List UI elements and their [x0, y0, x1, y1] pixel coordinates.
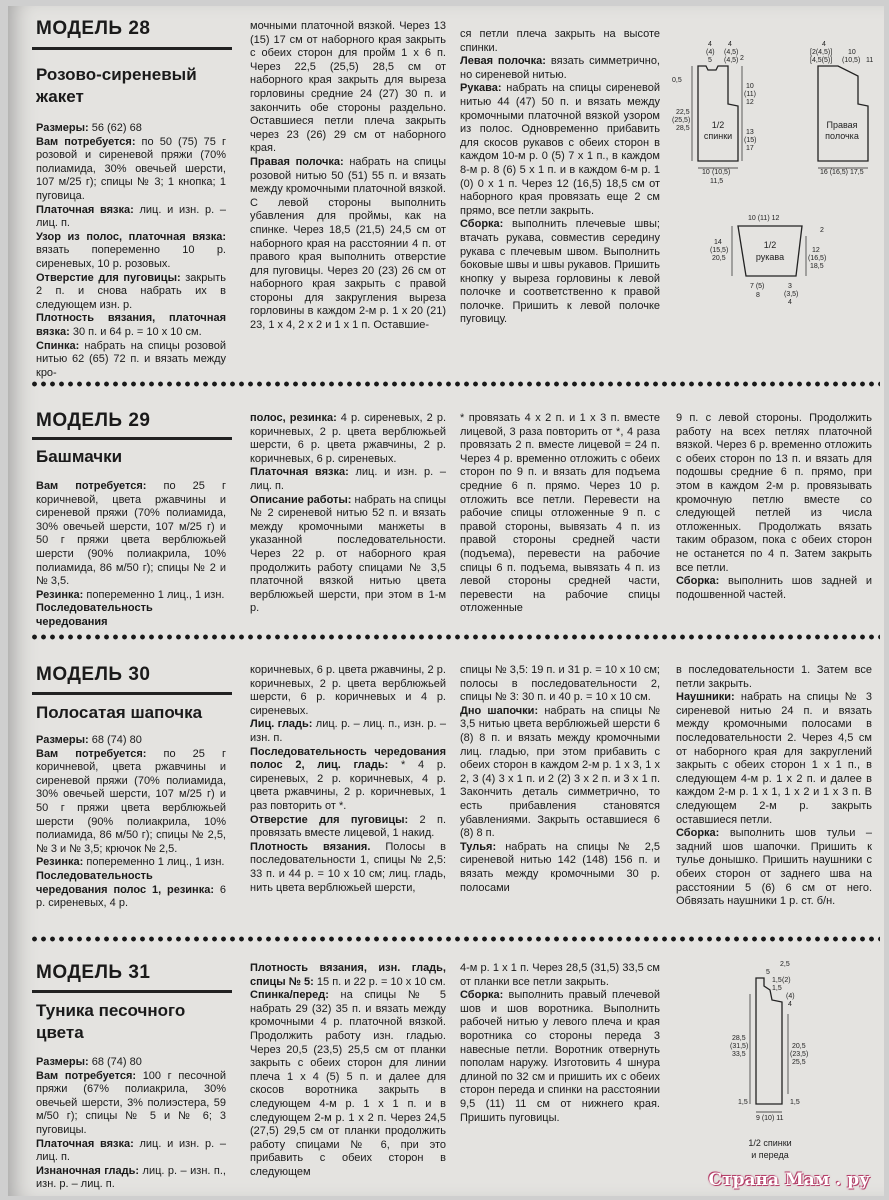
instruction-paragraph — [36, 602, 226, 629]
heading-rule — [32, 990, 232, 993]
dim-label: 12 — [746, 99, 754, 106]
text-column-1 — [36, 734, 226, 911]
dim-label: 11 — [866, 57, 874, 64]
paragraph-label: Спинка/перед: — [250, 989, 329, 1002]
paragraph-label: Размеры: — [36, 734, 89, 746]
dim-label: 1,5 — [772, 977, 782, 984]
paragraph-text: выполнить шов тульи – задний шов шапочки. Пришить к тулье донышко. Пришить наушники с обеих сторон от заднего шва на расстоянии 5 (6) 6 см от него. Обвязать наушники 1 р. ст. б/н. — [676, 827, 872, 908]
paragraph-text: * провязать 4 х 2 п. и 1 х 3 п. вместе лицевой, 3 раза повторить от *, 4 раза провязать 2 п. вместе лицевой = 24 п. Через 4 р. временно отложить с обеих сторон по 9 п. и вязать для подъема средние 6 п. прямо. Через 10 р. отложить все петли. Перевести на рабочие спицы отложенные 9 п. с правой стороны, вывязать 4 п. из правой стороны средней части (подъема), перевести на рабочие спицы 6 п. подъема, вывязать 4 п. из левой стороны средней части, перевести на рабочие спицы отложенные — [460, 412, 660, 615]
piece-label: рукава — [755, 252, 785, 262]
text-column-1 — [36, 480, 226, 630]
paragraph-text: лиц. и изн. р. – лиц. п. — [36, 1137, 226, 1164]
instruction-paragraph — [250, 156, 446, 333]
paragraph-label: Платочная вязка: — [250, 466, 349, 479]
text-column-3 — [460, 962, 660, 1125]
text-column-4 — [676, 664, 872, 909]
instruction-paragraph — [460, 28, 660, 55]
paragraph-label: Отверстие для пуговицы: — [36, 271, 181, 284]
paragraph-text: 68 (74) 80 — [88, 1056, 142, 1068]
dim-label: 12 — [812, 247, 820, 254]
dim-label: 11,5 — [710, 178, 724, 185]
instruction-paragraph — [36, 136, 226, 204]
paragraph-text: лиц. р. – изн. п., изн. р. – лиц. п. — [36, 1164, 226, 1191]
front-outline — [818, 66, 868, 161]
paragraph-label: Описание работы: — [250, 493, 352, 506]
sleeve-outline — [738, 226, 802, 276]
instruction-paragraph — [676, 691, 872, 827]
dim-label: 28,5 — [676, 125, 690, 132]
pattern-diagram-tunic — [708, 954, 838, 1169]
dim-label: 8 — [756, 292, 760, 299]
paragraph-label: Платочная вязка: — [36, 1137, 134, 1150]
instruction-paragraph — [250, 20, 446, 156]
paragraph-label: Последовательность чередования полос 2, лиц. гладь: — [250, 745, 446, 772]
dim-label: (31,5) — [730, 1043, 749, 1050]
section-divider — [30, 381, 880, 387]
model-31-section — [8, 948, 884, 1198]
dim-label: (25,5) — [672, 117, 691, 124]
dim-label: (10,5) — [842, 57, 861, 64]
instruction-paragraph — [36, 272, 226, 313]
dim-label: (4,5) — [724, 49, 739, 56]
paragraph-text: 2 п. провязать вместе лицевой, 1 накид. — [250, 813, 447, 840]
dim-label: 4 — [788, 299, 792, 306]
instruction-paragraph — [460, 705, 660, 841]
dim-label: (23,5) — [790, 1051, 809, 1058]
text-column-4 — [676, 412, 872, 602]
dim-label: 10 — [848, 49, 856, 56]
instruction-paragraph — [460, 989, 660, 1125]
paragraph-label: Сборка: — [676, 827, 720, 840]
dim-label: (4) — [706, 49, 715, 56]
dim-label: 10 — [702, 169, 710, 176]
instruction-paragraph — [36, 734, 226, 748]
instruction-paragraph — [250, 466, 446, 493]
instruction-paragraph — [250, 718, 446, 745]
dim-label: [2(4,5)] — [810, 49, 833, 56]
paragraph-text: * 4 р. сиреневых, 2 р. коричневых, 4 р. цвета ржавчины, 2 р. коричневых, 1 раз повторить от *. — [250, 759, 446, 812]
dim-label: 4 — [728, 41, 732, 48]
heading-rule — [32, 437, 232, 440]
instruction-paragraph — [36, 1138, 226, 1165]
instruction-paragraph — [250, 962, 446, 989]
paragraph-label: Плотность вязания, изн. гладь, спицы № 5: — [250, 962, 446, 988]
paragraph-label: Дно шапочки: — [460, 704, 539, 717]
paragraph-label: Последовательность чередования — [36, 602, 153, 628]
paragraph-text: по 25 г коричневой, цвета ржавчины и сиреневой пряжи (70% полиамида, 30% овечьей шерсти, 107 м/25 г) и 50 г пряжи цвета верблюжьей шерсти (90% полиакрила, 10% полиамида, 86 м/50 г); спицы № 2,5, № 3 и № 3,5; крючок № 2,5. — [36, 747, 226, 855]
dim-label: (11) — [744, 91, 756, 98]
model-28-section — [8, 6, 884, 381]
model-name: Башмачки — [36, 447, 123, 466]
paragraph-text: 9 п. с левой стороны. Продолжить работу на всех петлях платочной вязкой. Через 6 р. временно отложить с обеих сторон по 13 п. и вязать для подошвы средние 6 п. прямо, при этом в каждом 2-м р. провязывать кромочную петлю вместе со следующей петлей из числа отложенных. Продолжать вязать таким образом, пока с обеих сторон не останется по 4 п. Затем закрыть все петли. — [676, 412, 872, 574]
piece-label: спинки — [703, 131, 733, 141]
paragraph-text: по 50 (75) 75 г розовой и сиреневой пряжи (70% полиамида, 30% овечьей шерсти, 107 м/25 г); спицы № 3; 1 кнопка; 1 пуговица. — [36, 135, 226, 202]
instruction-paragraph — [36, 122, 226, 136]
text-column-2 — [250, 664, 446, 895]
paragraph-text: набрать на спицы розовой нитью 62 (65) 72 п. и вязать между кро- — [36, 339, 226, 379]
dim-label: 1,5 — [738, 1099, 748, 1106]
instruction-paragraph — [250, 989, 446, 1179]
dim-label: 10 — [746, 83, 754, 90]
instruction-paragraph — [36, 589, 226, 603]
piece-label: полочка — [825, 131, 859, 141]
paragraph-text: 6 р. сиреневых, 4 р. — [36, 883, 226, 910]
instruction-paragraph — [250, 412, 446, 466]
dim-label: (16,5) — [808, 255, 827, 262]
dim-label: 4 — [788, 1001, 792, 1008]
tunic-outline — [756, 978, 782, 1104]
section-divider — [30, 936, 880, 942]
instruction-paragraph — [36, 204, 226, 231]
paragraph-label: Резинка: — [36, 588, 84, 601]
dim-label: (15,5) — [710, 247, 729, 254]
paragraph-text: выполнить шов задней и подошвенной частей. — [676, 575, 872, 601]
paragraph-label: Сборка: — [460, 218, 504, 231]
model-name: Туника песочного цвета — [36, 1001, 186, 1042]
text-column-3 — [460, 412, 660, 616]
instruction-paragraph — [250, 814, 446, 841]
paragraph-label: Рукава: — [460, 82, 502, 95]
dim-label: 28,5 — [732, 1035, 746, 1042]
instruction-paragraph — [36, 1056, 226, 1070]
dim-label: [4,5(5)] — [810, 57, 833, 64]
instruction-paragraph — [676, 664, 872, 691]
paragraph-label: Плотность вязания, платочная вязка: — [36, 312, 226, 338]
site-watermark: Страна Мам . ру — [708, 1170, 870, 1190]
paragraph-label: Размеры: — [36, 122, 89, 134]
paragraph-text: попеременно 1 лиц., 1 изн. — [83, 856, 225, 869]
paragraph-text: в последовательности 1. Затем все петли закрыть. — [676, 664, 872, 690]
dim-label: 2,5 — [780, 961, 790, 968]
pattern-diagram-sleeve — [708, 206, 848, 316]
paragraph-text: 30 п. и 64 р. = 10 х 10 см. — [69, 325, 202, 338]
paragraph-text: выполнить правый плечевой шов и шов воротника. Выполнить рабочей нитью у левого плеча и края воротника со стороны переда 3 навесные петли. Воротник отвернуть пополам наружу. Изготовить 4 шнура длиной по 32 см и пришить их с обеих сторон переда и спинки на расстоянии 9,5 (11) 11 см от нижнего края. Пришить пуговицы. — [460, 989, 660, 1124]
dim-label: 22,5 — [676, 109, 690, 116]
paragraph-label: Узор из полос, платочная вязка: — [36, 230, 226, 243]
dim-label: 9 (10) 11 — [756, 1115, 784, 1122]
dim-label: 3 — [788, 283, 792, 290]
instruction-paragraph — [460, 55, 660, 82]
paragraph-text: ся петли плеча закрыть на высоте спинки. — [460, 28, 660, 54]
dim-label: (10,5) — [712, 169, 731, 176]
piece-label: 1/2 спинки — [748, 1138, 792, 1148]
paragraph-text: набрать на спицы сиреневой нитью 44 (47) 50 п. и вязать между кромочными платочной вязкой узором из полос. Одновременно прибавить для скосов рукавов с обеих сторон в каждом 10-м р. 0 (5) 7 х 1 п., в каждом 8-м р. 8 (6) 5 х 1 п. и в каждом 6-м р. 1 (0) 0 х 1 п. Через 12 (16,5) 18,5 см от наборного края провязать еще 2 см прямо, все петли закрыть. — [460, 82, 660, 217]
paragraph-label: Левая полочка: — [460, 55, 546, 68]
dim-label: (4) — [786, 993, 795, 1000]
paragraph-text: лиц. и изн. р. – лиц. п. — [250, 466, 446, 492]
instruction-paragraph — [36, 748, 226, 857]
paragraph-label: Спинка: — [36, 339, 80, 352]
paragraph-label: Плотность вязания. — [250, 840, 371, 853]
text-column-3 — [460, 664, 660, 895]
paragraph-text: по 25 г коричневой, цвета ржавчины и сиреневой пряжи (70% полиамида, 30% овечьей шерсти, 107 м/25 г) и 50 г пряжи цвета верблюжьей шерсти (90% полиакрила, 10% полиамида, 86 м/50 г); спицы № 2 и № 3,5. — [36, 480, 226, 588]
instruction-paragraph — [676, 575, 872, 602]
paragraph-text: лиц. и изн. р. – лиц. п. — [36, 203, 226, 230]
instruction-paragraph — [36, 1165, 226, 1192]
paragraph-label: Лиц. гладь: — [250, 718, 313, 731]
model-heading: МОДЕЛЬ 30 — [36, 664, 151, 685]
instruction-paragraph — [36, 312, 226, 339]
paragraph-label: Платочная вязка: — [36, 203, 134, 216]
paragraph-text: набрать на спицы № 2 сиреневой нитью 52 п. и вязать между кромочными манжеты в указанной последовательности. Через 22 р. от наборного края продолжить работу спицами № 3,5 платочной вязкой нитью цвета верблюжьей шерсти, при этом в 1-м р. — [250, 493, 446, 615]
paragraph-text: коричневых, 6 р. цвета ржавчины, 2 р. коричневых, 2 р. цвета верблюжьей шерсти, 6 р. коричневых и 4 р. сиреневых. — [250, 664, 446, 717]
model-heading: МОДЕЛЬ 29 — [36, 410, 151, 431]
dim-label: 20,5 — [712, 255, 726, 262]
instruction-paragraph — [250, 664, 446, 718]
dim-label: 13 — [746, 129, 754, 136]
instruction-paragraph — [460, 664, 660, 705]
paragraph-text: закрыть 2 п. и снова набрать их в следующем изн. р. — [36, 271, 227, 311]
paragraph-text: 4 р. сиреневых, 2 р. коричневых, 2 р. цвета верблюжьей шерсти, 6 р. цвета ржавчины, 2 р. коричневых, 6 р. сиреневых. — [250, 412, 447, 465]
instruction-paragraph — [460, 841, 660, 895]
dim-label: 10 (11) 12 — [748, 215, 780, 222]
paragraph-text: набрать на спицы № 3,5 нитью цвета верблюжьей шерсти 6 (8) 8 п. и вязать между кромочными лиц. гладью, при этом прибавить с обеих сторон в каждом 2-м р. 1 х 3, 1 х 2, 3 (4) 3 х 1 п. и 2 (2) 3 х 2 п. и 3 х 1 п. Закончить деталь симметрично, то есть прибавления становятся убавлениями. Закрыть оставшиеся 6 (8) 8 п. — [460, 704, 661, 840]
dim-label: 33,5 — [732, 1051, 746, 1058]
paragraph-text: выполнить плечевые швы; втачать рукава, совместив середину рукава с плечевым швом. Выполнить боковые швы и швы рукавов. Пришить кнопку у выреза горловины к левой полочке и соответственно к правой полочке. Пришить к левой полочке пуговицу. — [460, 218, 660, 326]
paragraph-label: Вам потребуется: — [36, 135, 136, 148]
dim-label: (2) — [782, 977, 791, 984]
paragraph-label: Наушники: — [676, 691, 735, 704]
instruction-paragraph — [250, 494, 446, 616]
dim-label: 25,5 — [792, 1059, 806, 1066]
dim-label: 2 — [740, 55, 744, 62]
paragraph-label: полос, резинка: — [250, 412, 337, 424]
back-outline — [698, 66, 738, 161]
piece-label: 1/2 — [763, 240, 777, 250]
dim-label: 16 (16,5) 17,5 — [820, 169, 864, 176]
dim-label: 1,5 — [790, 1099, 800, 1106]
heading-rule — [32, 47, 232, 50]
dim-label: 7 (5) — [750, 283, 765, 290]
dim-label: 2 — [820, 227, 824, 234]
magazine-page — [8, 6, 884, 1196]
paragraph-text: 100 г песочной пряжи (67% полиакрила, 30% овечьей шерсти, 3% полиэстера, 59 м/50 г); спицы № 5 и № 6; 3 пуговицы. — [36, 1069, 226, 1136]
paragraph-text: вязать симметрично, но сиреневой нитью. — [460, 55, 660, 81]
text-column-1 — [36, 1056, 226, 1192]
model-name: Полосатая шапочка — [36, 703, 203, 722]
piece-label: Правая — [826, 120, 858, 130]
instruction-paragraph — [250, 841, 446, 895]
piece-label: 1/2 — [711, 120, 725, 130]
instruction-paragraph — [36, 480, 226, 589]
dim-label: 20,5 — [792, 1043, 806, 1050]
dim-label: 5 — [708, 57, 712, 64]
model-heading: МОДЕЛЬ 31 — [36, 962, 151, 983]
model-29-section — [8, 394, 884, 634]
paragraph-text: 56 (62) 68 — [88, 122, 142, 134]
dim-label: 1,5 — [772, 985, 782, 992]
paragraph-text: вязать попеременно 10 р. сиреневых, 10 р. розовых. — [36, 244, 226, 270]
paragraph-text: Полосы в последовательности 1, спицы № 2,5: 33 п. и 44 р. = 10 х 10 см; лиц. гладь, нить цвета верблюжьей шерсти, — [250, 840, 446, 894]
dim-label: (3,5) — [784, 291, 799, 298]
paragraph-label: Размеры: — [36, 1056, 89, 1068]
instruction-paragraph — [676, 827, 872, 909]
instruction-paragraph — [36, 340, 226, 381]
paragraph-label: Последовательность чередования полос 1, резинка: — [36, 869, 214, 896]
model-heading: МОДЕЛЬ 28 — [36, 18, 151, 39]
paragraph-label: Вам потребуется: — [36, 1069, 137, 1082]
paragraph-text: мочными платочной вязкой. Через 13 (15) 17 см от наборного края закрыть с обеих сторон для пройм 1 х 6 п. Через 22,5 (25,5) 28,5 см от наборного края закрыть для выреза горловины средние 24 (27) 30 п. и закончить обе стороны раздельно. Оставшиеся петли плеча закрыть через 23 (26) 29 см от наборного края. — [250, 20, 446, 155]
paragraph-text: на спицы № 5 набрать 29 (32) 35 п. и вязать между кромочными 4 р. платочной вязкой. Продолжить работу изн. гладью. Через 20,5 (23,5) 25,5 см от планки закрыть с обеих сторон для линии плеча 1 х 4 (5) 5 п. и далее для скосов воротника закрыть в следующем 4-м р. 1 х 1 п. и в следующем 2-м р. 1 х 2 п. Через 24,5 (27,5) 29,5 см от планки продолжить работу спицами № 6, при это прибавить с обеих сторон в следующем — [250, 989, 446, 1178]
paragraph-text: 4-м р. 1 х 1 п. Через 28,5 (31,5) 33,5 см от планки все петли закрыть. — [460, 962, 660, 988]
text-column-2 — [250, 412, 446, 616]
paragraph-text: попеременно 1 лиц., 1 изн. — [83, 588, 225, 601]
paragraph-text: набрать на спицы № 3 сиреневой нитью 24 п. и вязать между кромочными полосами в последовательности 2. Через 4,5 см от наборного края для закруглений закрыть с обеих сторон 1 х 1 п., в следующем 4-м р. 1 х 2 п. и далее в каждом 2-м р. 1 х 1, 1 х 2 и 1 х 3 п. В следующем 2-м р. закрыть оставшиеся петли. — [676, 691, 872, 826]
paragraph-text: лиц. р. – лиц. п., изн. р. – изн. п. — [250, 718, 446, 744]
paragraph-text: 15 п. и 22 р. = 10 х 10 см. — [313, 975, 446, 988]
paragraph-label: Тулья: — [460, 840, 497, 853]
dim-label: 4 — [708, 41, 712, 48]
dim-label: 14 — [714, 239, 722, 246]
paragraph-label: Отверстие для пуговицы: — [250, 813, 409, 826]
text-column-1 — [36, 122, 226, 380]
instruction-paragraph — [36, 1070, 226, 1138]
piece-label: и переда — [751, 1150, 789, 1160]
text-column-2 — [250, 962, 446, 1180]
dim-label: (4,5) — [724, 57, 739, 64]
instruction-paragraph — [460, 218, 660, 327]
paragraph-label: Вам потребуется: — [36, 747, 147, 760]
instruction-paragraph — [460, 412, 660, 616]
paragraph-text: набрать на спицы розовой нитью 50 (51) 55 п. и вязать между кромочными платочной вязкой. С левой стороны выполнить убавления для проймы, как на спинке. Через 18,5 (21,5) 24,5 см от наборного края на расстоянии 4 п. от правого края выполнить отверстие для пуговицы. Через 20 (23) 26 см от наборного края закрыть с правой стороны для закругления выреза горловины в каждом 2-м р. 1 х 20 (21) 23, 1 х 4, 2 х 2 и 1 х 1 п. Оставшие- — [250, 155, 446, 332]
paragraph-text: набрать на спицы № 2,5 сиреневой нитью 142 (148) 156 п. и вязать между кромочными 30 р. полосами — [460, 840, 660, 894]
instruction-paragraph — [676, 412, 872, 575]
model-30-section — [8, 646, 884, 936]
text-column-3 — [460, 28, 660, 327]
paragraph-text: 68 (74) 80 — [88, 734, 142, 746]
dim-label: 4 — [822, 41, 826, 48]
instruction-paragraph — [36, 231, 226, 272]
paragraph-label: Правая полочка: — [250, 155, 344, 168]
dim-label: 5 — [766, 969, 770, 976]
paragraph-label: Вам потребуется: — [36, 480, 147, 492]
dim-label: 18,5 — [810, 263, 824, 270]
paragraph-label: Резинка: — [36, 856, 84, 869]
instruction-paragraph — [250, 746, 446, 814]
paragraph-text: спицы № 3,5: 19 п. и 31 р. = 10 х 10 см; полосы в последовательности 2, спицы № 3: 30 п. и 40 р. = 10 х 10 см. — [460, 664, 660, 704]
model-name: Розово-сиреневый жакет — [36, 65, 197, 106]
instruction-paragraph — [460, 962, 660, 989]
instruction-paragraph — [36, 856, 226, 870]
dim-label: (15) — [744, 137, 757, 144]
dim-label: 0,5 — [672, 77, 682, 84]
paragraph-label: Сборка: — [676, 575, 720, 588]
paragraph-label: Сборка: — [460, 989, 504, 1002]
text-column-2 — [250, 20, 446, 333]
dim-label: 17 — [746, 145, 754, 152]
pattern-diagram-back-front — [670, 36, 880, 196]
instruction-paragraph — [460, 82, 660, 218]
heading-rule — [32, 692, 232, 695]
instruction-paragraph — [36, 870, 226, 911]
section-divider — [30, 634, 880, 640]
paragraph-label: Изнаночная гладь: — [36, 1164, 140, 1177]
